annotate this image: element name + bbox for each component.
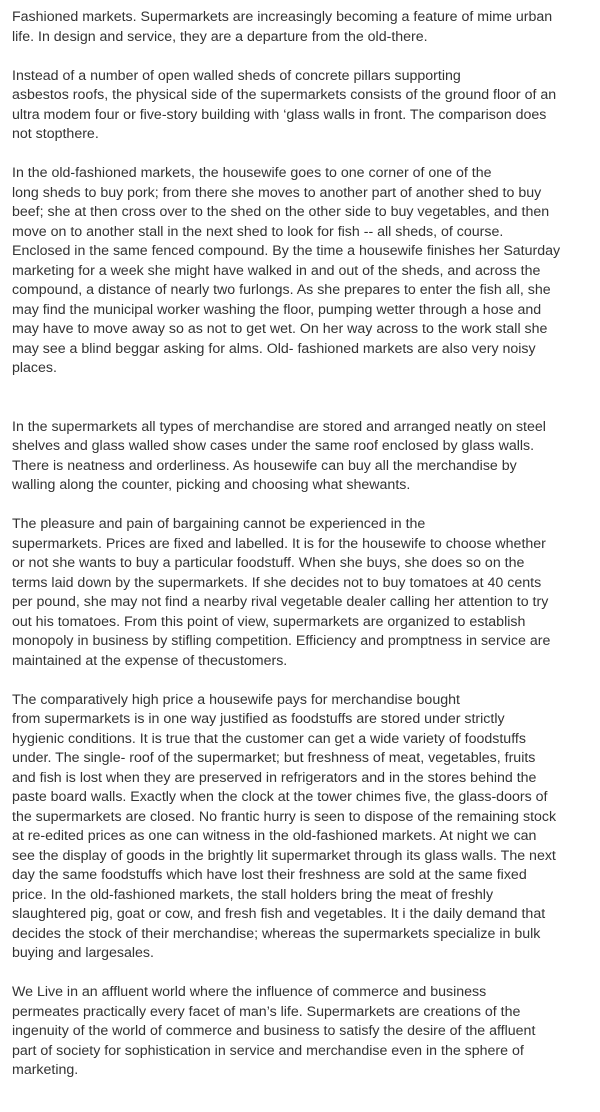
text-line: from supermarkets is in one way justified as foodstuffs are stored under strictly — [12, 711, 505, 727]
text-line: under. The single- roof of the supermarket; but freshness of meat, vegetables, fruits — [12, 750, 536, 766]
text-line: places. — [12, 360, 57, 376]
text-line: In the old-fashioned markets, the housewife goes to one corner of one of the — [12, 165, 492, 181]
text-line: ultra modem four or five-story building with ‘glass walls in front. The comparison does — [12, 106, 547, 123]
text-line: marketing. — [12, 1062, 79, 1078]
paragraph-affluent-world — [12, 983, 592, 1081]
text-line: the supermarkets are closed. No frantic hurry is seen to dispose of the remaining stock — [12, 808, 557, 825]
text-line: shelves and glass walled show cases under the same roof enclosed by glass walls. — [12, 438, 535, 454]
text-line: The pleasure and pain of bargaining cannot be experienced in the — [12, 516, 426, 532]
text-line: may have to move away so as not to get wet. On her way across to the work stall she — [12, 321, 548, 337]
text-line: life. In design and service, they are a departure from the old-there. — [12, 28, 428, 45]
text-line: Fashioned markets. Supermarkets are increasingly becoming a feature of mime urban — [12, 9, 553, 25]
paragraph-high-price — [12, 691, 592, 964]
text-line: decides the stock of their merchandise; whereas the supermarkets specialize in bulk — [12, 925, 541, 942]
text-line: monopoly in business by stifling competition. Efficiency and promptness in service are — [12, 633, 551, 649]
text-line: and fish is lost when they are preserved in refrigerators and in the stores behind the — [12, 769, 537, 786]
text-line: In the supermarkets all types of merchandise are stored and arranged neatly on steel — [12, 418, 546, 435]
paragraph-old-fashioned-markets — [12, 164, 592, 379]
text-line: may find the municipal worker washing the floor, pumping wetter through a hose and — [12, 301, 542, 318]
paragraph-bargaining — [12, 515, 592, 671]
text-line: per pound, she may not find a nearby rival vegetable dealer calling her attention to try — [12, 594, 549, 610]
text-line: terms laid down by the supermarkets. If she decides not to buy tomatoes at 40 cents — [12, 574, 542, 591]
text-line: Enclosed in the same fenced compound. By the time a housewife finishes her Saturday — [12, 243, 561, 259]
text-line: beef; she at then cross over to the shed on the other side to buy vegetables, and then — [12, 204, 550, 220]
text-line: may see a blind beggar asking for alms. Old- fashioned markets are also very noisy — [12, 340, 536, 357]
text-line: slaughtered pig, goat or cow, and fresh fish and vegetables. It i the daily demand that — [12, 906, 546, 922]
text-line: not stopthere. — [12, 126, 99, 142]
text-line: long sheds to buy pork; from there she moves to another part of another shed to buy — [12, 184, 542, 201]
text-line: move on to another stall in the next shed to look for fish -- all sheds, of course. — [12, 223, 504, 240]
text-line: supermarkets. Prices are fixed and labelled. It is for the housewife to choose whether — [12, 535, 546, 552]
paragraph-physical-side — [12, 67, 592, 145]
text-line: marketing for a week she might have walked in and out of the sheds, and across the — [12, 262, 541, 279]
paragraph-intro — [12, 8, 592, 47]
text-line: maintained at the expense of thecustomers. — [12, 652, 288, 669]
text-line: permeates practically every facet of man’s life. Supermarkets are creations of the — [12, 1003, 521, 1020]
text-line: Instead of a number of open walled sheds of concrete pillars supporting — [12, 67, 461, 84]
paragraph-supermarket-orderliness — [12, 418, 592, 496]
text-line: walling along the counter, picking and choosing what shewants. — [12, 477, 411, 493]
text-line: buying and largesales. — [12, 945, 154, 961]
text-line: paste board walls. Exactly when the clock at the tower chimes five, the glass-doors of — [12, 789, 548, 805]
text-line: There is neatness and orderliness. As housewife can buy all the merchandise by — [12, 457, 517, 474]
text-line: out his tomatoes. From this point of view, supermarkets are organized to establish — [12, 613, 526, 630]
text-line: at re-edited prices as one can witness in the old-fashioned markets. At night we can — [12, 828, 537, 844]
text-line: The comparatively high price a housewife pays for merchandise bought — [12, 691, 460, 708]
text-line: day the same foodstuffs which have lost their freshness are sold at the same fixed — [12, 867, 527, 883]
text-line: part of society for sophistication in service and merchandise even in the sphere of — [12, 1042, 524, 1059]
text-line: see the display of goods in the brightly lit supermarket through its glass walls. The next — [12, 847, 556, 864]
article-body — [12, 8, 592, 1100]
text-line: or not she wants to buy a particular foodstuff. When she buys, she does so on the — [12, 555, 525, 571]
text-line: hygienic conditions. It is true that the customer can get a wide variety of foodstuffs — [12, 730, 526, 747]
text-line: compound, a distance of nearly two furlongs. As she prepares to enter the fish all, she — [12, 282, 551, 298]
text-line: We Live in an affluent world where the influence of commerce and business — [12, 984, 487, 1000]
text-line: price. In the old-fashioned markets, the stall holders bring the meat of freshly — [12, 886, 494, 903]
text-line: ingenuity of the world of commerce and business to satisfy the desire of the affluent — [12, 1023, 536, 1039]
text-line: asbestos roofs, the physical side of the supermarkets consists of the ground floor of an — [12, 87, 557, 103]
